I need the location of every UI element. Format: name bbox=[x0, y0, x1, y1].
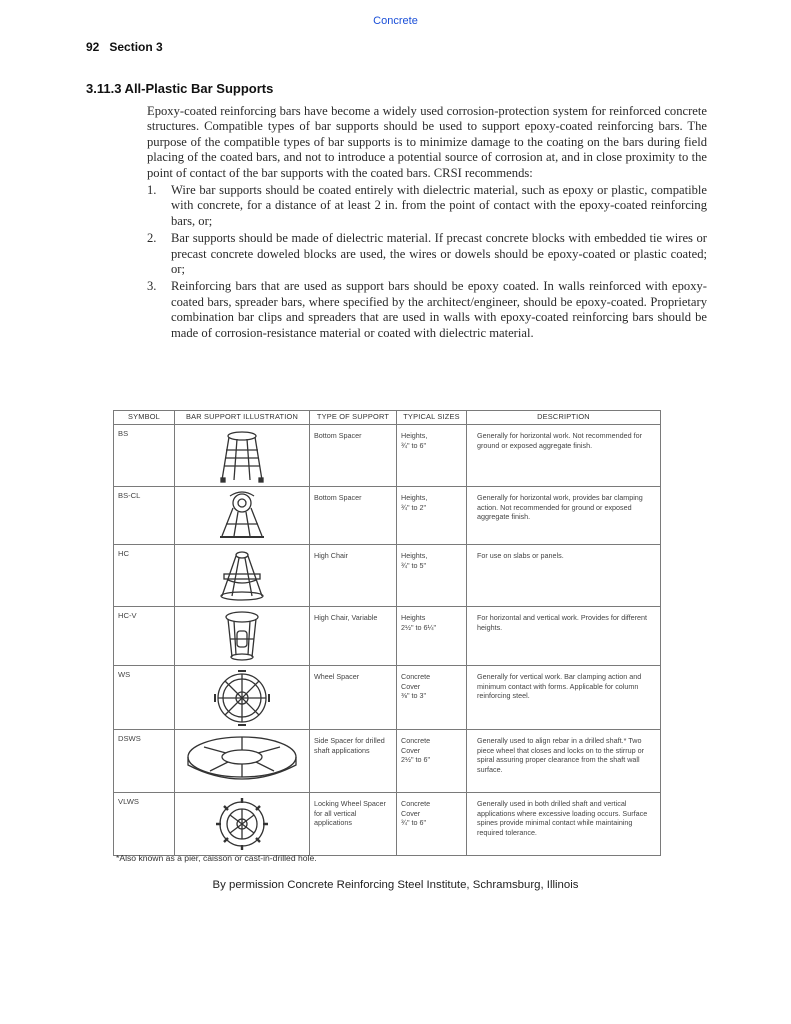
list-item bbox=[147, 279, 707, 341]
type-cell: Bottom Spacer bbox=[310, 487, 397, 545]
high-chair-illustration bbox=[175, 545, 310, 607]
bar-support-table bbox=[113, 410, 661, 856]
high-chair-variable-illustration bbox=[175, 607, 310, 666]
type-cell: Wheel Spacer bbox=[310, 666, 397, 730]
size-line: Heights, bbox=[401, 431, 428, 440]
table-header-row bbox=[114, 411, 661, 425]
bar-support-figure bbox=[113, 410, 660, 840]
size-line: ¾" to 6" bbox=[401, 818, 427, 828]
table-row bbox=[114, 666, 661, 730]
list-item bbox=[147, 231, 707, 277]
type-cell: Side Spacer for drilled shaft applications bbox=[310, 730, 397, 793]
size-line: Concrete bbox=[401, 799, 431, 808]
body-text bbox=[147, 104, 707, 343]
list-item bbox=[147, 183, 707, 229]
list-text: Wire bar supports should be coated entirely with dielectric material, such as epoxy or plastic, compatible with concrete, for a distance of at least 2 in. from the point of contact with the epoxy-coated reinforcing bars, or; bbox=[171, 183, 707, 228]
section-heading: 3.11.3 All-Plastic Bar Supports bbox=[86, 81, 274, 96]
page-folio bbox=[86, 40, 173, 54]
sizes-cell bbox=[397, 730, 467, 793]
sizes-cell bbox=[397, 607, 467, 666]
intro-paragraph: Epoxy-coated reinforcing bars have become a widely used corrosion-protection system for reinforced concrete structures. Compatible types of bar supports should be used to support epoxy-coated reinforcing bars. The purpose of the compatible types of bar supports is to minimize damage to the coating on the bars during field placing of the coated bars, and not to introduce a potential source of corrosion at, and in close proximity to the point of contact of the bar supports with the coated bars. CRSI recommends: bbox=[147, 104, 707, 180]
wheel-spacer-illustration bbox=[175, 666, 310, 730]
header-sizes: TYPICAL SIZES bbox=[397, 411, 467, 425]
symbol-cell: VLWS bbox=[114, 793, 175, 856]
side-spacer-illustration bbox=[175, 730, 310, 793]
size-line: Cover bbox=[401, 808, 421, 818]
recommendation-list bbox=[147, 183, 707, 341]
description-cell: For use on slabs or panels. bbox=[467, 545, 661, 607]
sizes-cell bbox=[397, 487, 467, 545]
header-type: TYPE OF SUPPORT bbox=[310, 411, 397, 425]
size-line: 2½" to 6" bbox=[401, 755, 431, 765]
header-description: DESCRIPTION bbox=[467, 411, 661, 425]
size-line: ¾" to 6" bbox=[401, 440, 427, 450]
description-cell: Generally used in both drilled shaft and vertical applications where excessive loading occurs. Surface spines provide minimal contact while maintaining required tolerance. bbox=[467, 793, 661, 856]
table-row bbox=[114, 793, 661, 856]
list-number: 2. bbox=[147, 231, 157, 246]
section-label: Section 3 bbox=[109, 40, 163, 54]
sizes-cell bbox=[397, 425, 467, 487]
type-cell: High Chair, Variable bbox=[310, 607, 397, 666]
symbol-cell: DSWS bbox=[114, 730, 175, 793]
size-line: ¾" to 5" bbox=[401, 560, 427, 570]
symbol-cell: WS bbox=[114, 666, 175, 730]
type-cell: High Chair bbox=[310, 545, 397, 607]
size-line: ¾" to 2" bbox=[401, 502, 427, 512]
running-head[interactable]: Concrete bbox=[373, 15, 418, 27]
size-line: Cover bbox=[401, 745, 421, 755]
description-cell: Generally for vertical work. Bar clamping action and minimum contact with forms. Applicable for column reinforcing steel. bbox=[467, 666, 661, 730]
list-number: 1. bbox=[147, 183, 157, 198]
description-cell: For horizontal and vertical work. Provides for different heights. bbox=[467, 607, 661, 666]
symbol-cell: BS bbox=[114, 425, 175, 487]
table-row bbox=[114, 545, 661, 607]
size-line: Heights, bbox=[401, 551, 428, 560]
type-cell: Bottom Spacer bbox=[310, 425, 397, 487]
sizes-cell bbox=[397, 545, 467, 607]
size-line: Heights, bbox=[401, 493, 428, 502]
size-line: Concrete bbox=[401, 672, 431, 681]
table-row bbox=[114, 730, 661, 793]
size-line: ⅜" to 3" bbox=[401, 691, 427, 701]
list-text: Reinforcing bars that are used as support bars should be epoxy coated. In walls reinforced with epoxy-coated bars, spreader bars, where specified by the architect/engineer, should be epoxy-coated. Proprietary combination bar clips and spreaders that are used in walls with epoxy-coated reinforcing bars should be made of corrosion-resistance material or coated with dielectric material. bbox=[171, 279, 707, 340]
list-text: Bar supports should be made of dielectric material. If precast concrete blocks with embedded tie wires or precast concrete doweled blocks are used, the wires or dowels should be epoxy-coated or plastic coated; or; bbox=[171, 231, 707, 277]
description-cell: Generally for horizontal work, provides bar clamping action. Not recommended for ground or exposed aggregate finish. bbox=[467, 487, 661, 545]
size-line: 2½" to 6¼" bbox=[401, 622, 437, 632]
symbol-cell: HC-V bbox=[114, 607, 175, 666]
figure-credit: By permission Concrete Reinforcing Steel Institute, Schramsburg, Illinois bbox=[212, 879, 579, 891]
header-symbol: SYMBOL bbox=[114, 411, 175, 425]
table-row bbox=[114, 487, 661, 545]
list-number: 3. bbox=[147, 279, 157, 294]
sizes-cell bbox=[397, 666, 467, 730]
locking-wheel-spacer-illustration bbox=[175, 793, 310, 856]
description-cell: Generally used to align rebar in a drilled shaft.* Two piece wheel that closes and locks on to the stirrup or spiral assuring proper clearance from the shaft wall surface. bbox=[467, 730, 661, 793]
size-line: Heights bbox=[401, 613, 426, 622]
header-illustration: BAR SUPPORT ILLUSTRATION bbox=[175, 411, 310, 425]
bottom-spacer-illustration bbox=[175, 425, 310, 487]
table-row bbox=[114, 425, 661, 487]
description-cell: Generally for horizontal work. Not recommended for ground or exposed aggregate finish. bbox=[467, 425, 661, 487]
sizes-cell bbox=[397, 793, 467, 856]
page-number: 92 bbox=[86, 40, 100, 54]
size-line: Cover bbox=[401, 681, 421, 691]
table-row bbox=[114, 607, 661, 666]
bottom-spacer-clamp-illustration bbox=[175, 487, 310, 545]
size-line: Concrete bbox=[401, 736, 431, 745]
type-cell: Locking Wheel Spacer for all vertical applications bbox=[310, 793, 397, 856]
figure-footnote: *Also known as a pier, caisson or cast-in-drilled hole. bbox=[116, 853, 317, 863]
symbol-cell: HC bbox=[114, 545, 175, 607]
symbol-cell: BS-CL bbox=[114, 487, 175, 545]
